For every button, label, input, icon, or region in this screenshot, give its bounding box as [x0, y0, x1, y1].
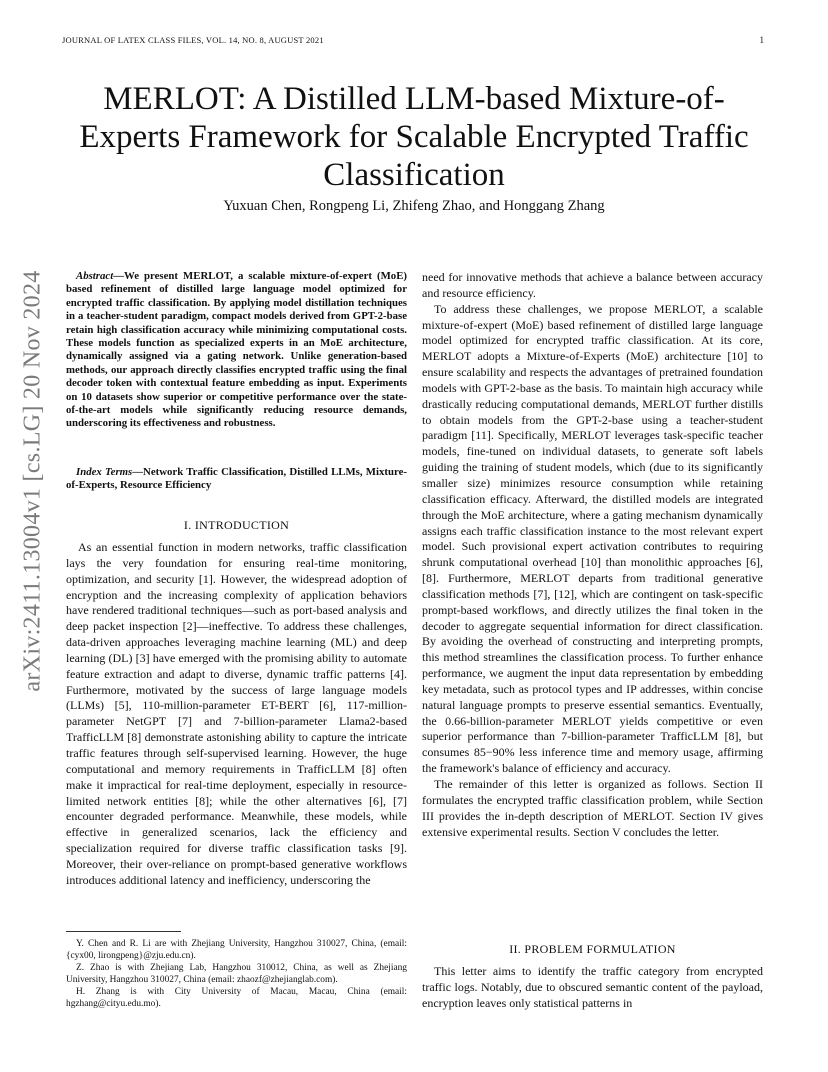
- problem-column: [422, 964, 763, 1012]
- arxiv-stamp: arXiv:2411.13004v1 [cs.LG] 20 Nov 2024: [19, 269, 46, 692]
- intro-paragraph: To address these challenges, we propose MERLOT, a scalable mixture-of-expert (MoE) based refinement of distilled large language model optimized for encrypted traffic classification. At its core, MERLOT adopts a Mixture-of-Experts (MoE) architecture [10] to ensure scalability and respects the advantages of pretrained foundation models with GPT-2-base as the basis. To maintain high accuracy while drastically reducing computational demands, MERLOT further distills to obtain models from the GPT-2-base using a teacher-student paradigm [11]. Specifically, MERLOT leverages task-specific teacher models, fine-tuned on individual datasets, to generate soft labels guiding the training of student models, which (due to its significantly smaller size) minimizes resource consumption while retaining classification efficacy. Afterward, the distilled models are integrated through the MoE architecture, where a gating mechanism dynamically assigns each traffic classification instance to the most relevant expert model. Such provisional expert activation contributes to requiring shrunk computational overhead [10] than monolithic approaches [6], [8]. Furthermore, MERLOT departs from traditional generative classification methods [7], [12], which are contingent on task-specific prompt-based workflows, and directly utilizes the final token in the decoder to aggregate sequential information for direct classification. By avoiding the overhead of constructing and interpreting prompts, this method streamlines the classification process. To further enhance performance, we augment the input data representation by embedding key metadata, such as protocol types and IP addresses, within concise natural language prompts to preserve essential semantics. Eventually, the 0.66-billion-parameter MERLOT yields competitive or even superior performance than 7-billion-parameter TrafficLLM [8], but consumes 85−90% less inference time and memory usage, affirming the framework's balance of efficiency and accuracy.: [422, 301, 763, 776]
- index-terms-label: Index Terms: [76, 466, 133, 478]
- footnote-rule: [66, 931, 181, 932]
- author-list: Yuxuan Chen, Rongpeng Li, Zhifeng Zhao, and Honggang Zhang: [223, 198, 605, 214]
- footnote: Y. Chen and R. Li are with Zhejiang University, Hangzhou 310027, China, (email: {cyx00, lirongpeng}@zju.edu.cn).: [66, 939, 407, 962]
- footnote: Z. Zhao is with Zhejiang Lab, Hangzhou 310012, China, as well as Zhejiang University, Hangzhou 310027, China (email: zhaozf@zhejianglab.com).: [66, 963, 407, 986]
- index-terms-text: —Network Traffic Classification, Distilled LLMs, Mixture-of-Experts, Resource Efficiency: [66, 466, 407, 492]
- arxiv-sidebar: [12, 269, 54, 692]
- abstract: [66, 270, 407, 431]
- footnote: H. Zhang is with City University of Macau, Macau, China (email: hgzhang@cityu.edu.mo).: [66, 987, 407, 1010]
- index-terms: [66, 466, 407, 493]
- intro-right-column: [422, 270, 763, 840]
- section-heading-problem-formulation: II. PROBLEM FORMULATION: [509, 942, 676, 956]
- page-number: 1: [759, 35, 764, 45]
- problem-paragraph: This letter aims to identify the traffic category from encrypted traffic logs. Notably, due to obscured semantic content of the payload, encryption leaves only statistical patterns in: [422, 964, 763, 1010]
- abstract-label: Abstract: [76, 270, 114, 282]
- intro-paragraph-continued: need for innovative methods that achieve a balance between accuracy and resource efficiency.: [422, 270, 763, 300]
- journal-header: JOURNAL OF LATEX CLASS FILES, VOL. 14, NO. 8, AUGUST 2021: [62, 35, 324, 45]
- abstract-text: —We present MERLOT, a scalable mixture-of-expert (MoE) based refinement of distilled large language model optimized for encrypted traffic classification. By applying model distillation techniques in a teacher-student paradigm, compact models derived from GPT-2-base retain high classification accuracy while minimizing computational costs. These models function as specialized experts in an MoE architecture, dynamically assigned via a gating network. Unlike generation-based methods, our approach directly classifies encrypted traffic using the final decoder token with contextual feature embedding as input. Experiments on 10 datasets show superior or competitive performance over the state-of-the-art models while significantly reducing resource demands, underscoring its effectiveness and robustness.: [66, 270, 407, 430]
- footnotes: [66, 938, 407, 1011]
- intro-left-column: [66, 540, 407, 889]
- paper-title: MERLOT: A Distilled LLM-based Mixture-of-Experts Framework for Scalable Encrypted Traffic Classification: [79, 81, 749, 193]
- section-heading-introduction: I. INTRODUCTION: [183, 518, 290, 532]
- intro-paragraph: As an essential function in modern networks, traffic classification lays the very foundation for ensuring real-time monitoring, optimization, and security [1]. However, the widespread adoption of encryption and the increasing complexity of application behaviors have rendered traditional techniques—such as port-based analysis and deep packet inspection [2]—ineffective. To address these challenges, data-driven approaches leveraging machine learning (ML) and deep learning (DL) [3] have emerged with the promising ability to automate feature extraction and adapt to diverse, dynamic traffic patterns [4]. Furthermore, motivated by the success of large language models (LLMs) [5], 110-million-parameter ET-BERT [6], 117-million-parameter NetGPT [7] and 7-billion-parameter Llama2-based TrafficLLM [8] demonstrate astonishing ability to capture the intricate traffic features through self-supervised learning. However, the huge computational and memory requirements in TrafficLLM [8] often make it impractical for real-time deployment, especially in resource-limited network entities [8]; while the other alternatives [6], [7] encounter degraded performance. Meanwhile, these models, while effective in generalized scenarios, lack the efficiency and specialization required for diverse traffic classification tasks [9]. Moreover, their over-reliance on prompt-based generative workflows introduces additional latency and inefficiency, underscoring the: [66, 540, 407, 887]
- intro-paragraph-outline: The remainder of this letter is organized as follows. Section II formulates the encrypted traffic classification problem, while Section III provides the in-depth description of MERLOT. Section IV gives extensive experimental results. Section V concludes the letter.: [422, 777, 763, 839]
